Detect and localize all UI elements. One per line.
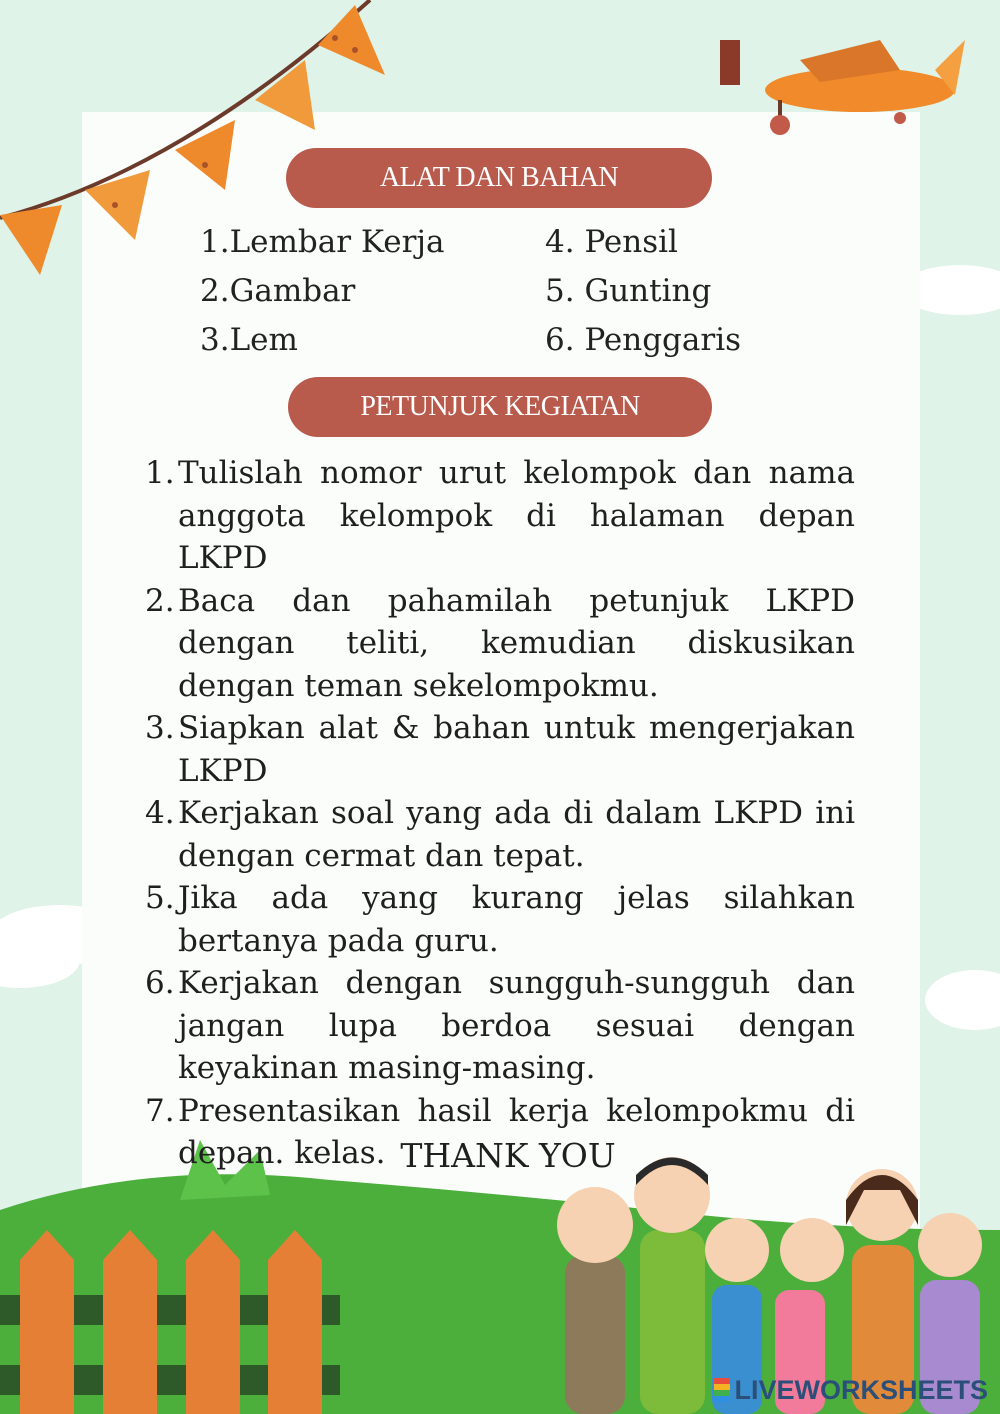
list-item: 5. Gunting [545,273,712,309]
list-item: 7. Presentasikan hasil kerja kelompokmu di depan. kelas. [145,1092,855,1171]
instructions-list [145,452,855,1175]
list-item: 1. Tulislah nomor urut kelompok dan nama anggota kelompok di halaman depan LKPD [145,455,855,576]
airplane-icon [720,40,965,135]
list-item: 4. Kerjakan soal yang ada di dalam LKPD ini dengan cermat dan tepat. [145,795,855,874]
closing-text: THANK YOU [400,1136,616,1175]
materials-heading: ALAT DAN BAHAN [286,148,712,208]
list-item: 2.Gambar [200,273,356,309]
list-item: 1.Lembar Kerja [200,224,445,260]
list-item: 4. Pensil [545,224,678,260]
list-item: 3.Lem [200,322,298,358]
list-item: 2. Baca dan pahamilah petunjuk LKPD dengan teliti, kemudian diskusikan dengan teman sekelompokmu. [145,582,855,704]
list-item: 6. Penggaris [545,322,742,358]
watermark: LIVEWORKSHEETS [714,1375,988,1406]
instructions-heading: PETUNJUK KEGIATAN [288,377,712,437]
list-item: 5. Jika ada yang kurang jelas silahkan bertanya pada guru. [145,880,855,959]
liveworksheets-logo-icon [714,1378,730,1402]
list-item: 3. Siapkan alat & bahan untuk mengerjakan LKPD [145,710,855,789]
list-item: 6. Kerjakan dengan sungguh-sungguh dan jangan lupa berdoa sesuai dengan keyakinan masing-masing. [145,965,855,1086]
